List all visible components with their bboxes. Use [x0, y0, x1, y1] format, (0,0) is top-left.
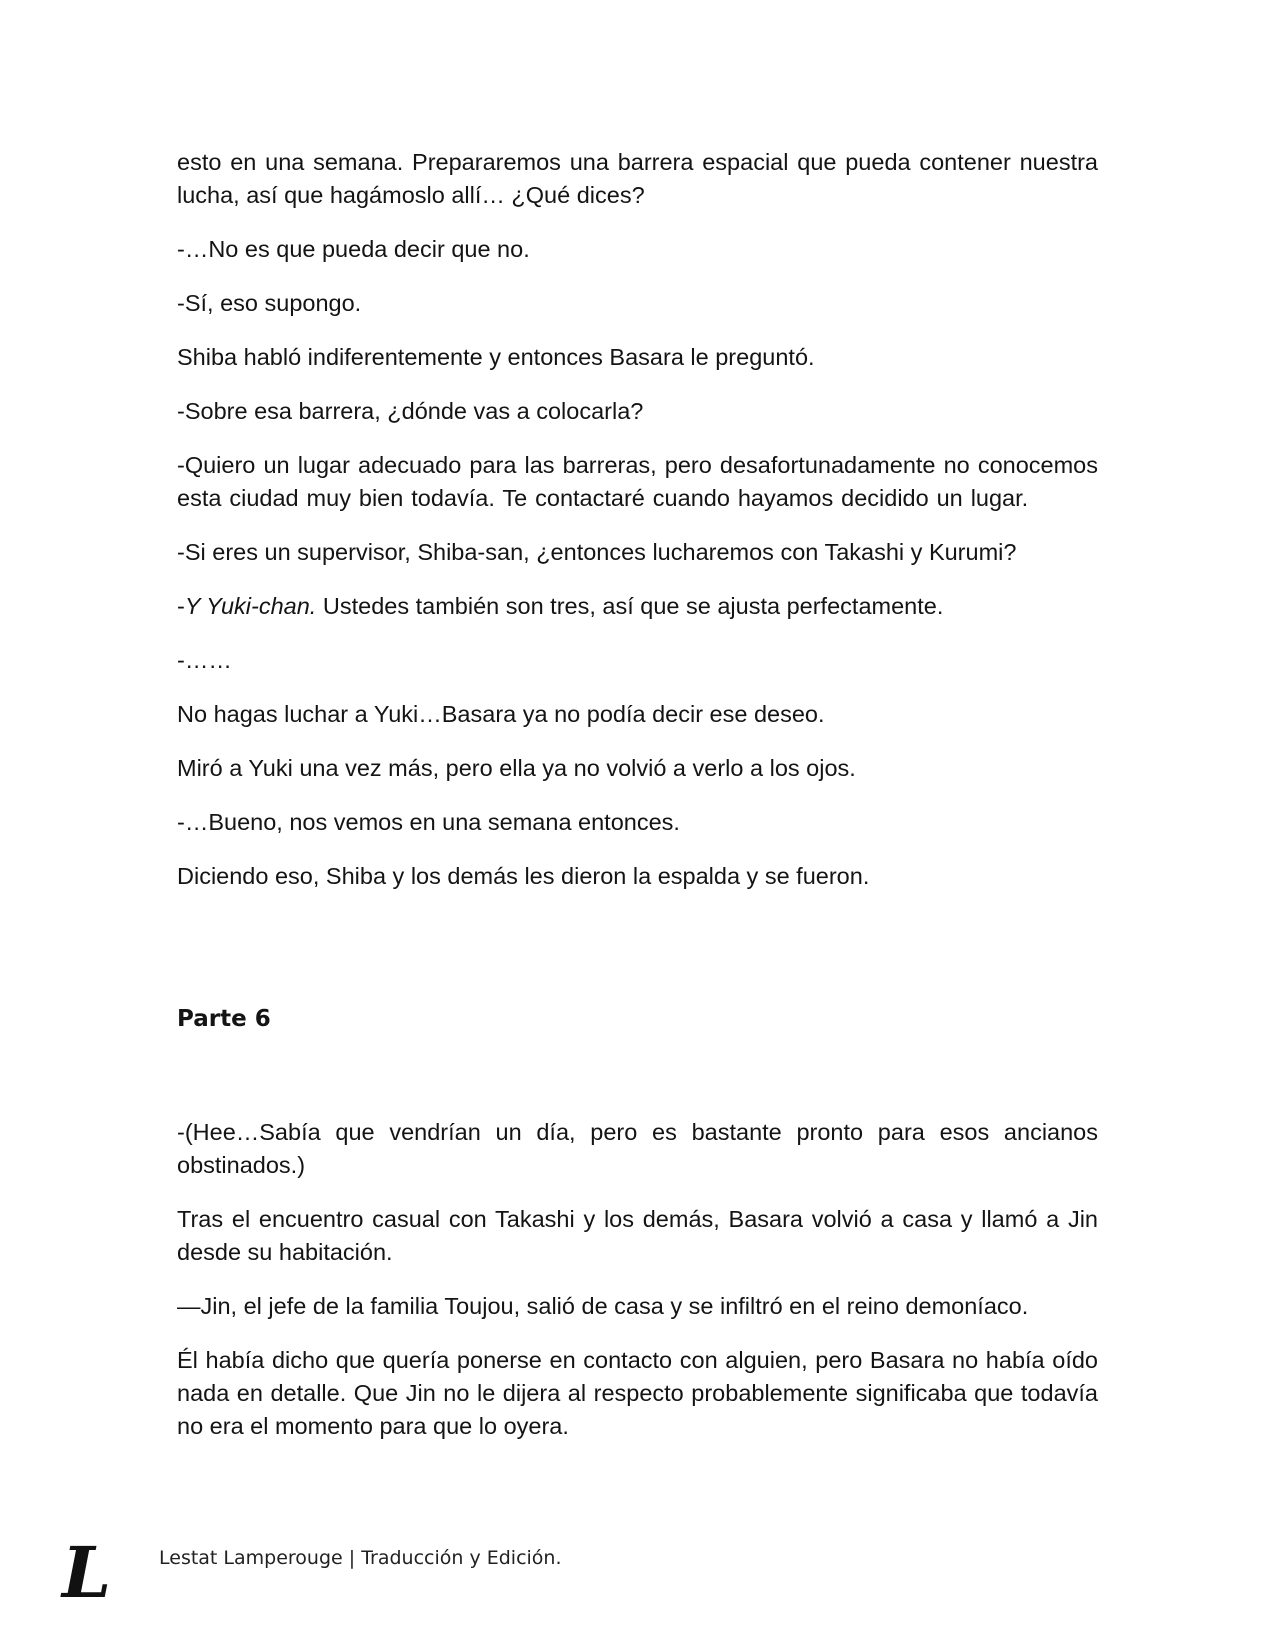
- paragraph: -Si eres un supervisor, Shiba-san, ¿entonces lucharemos con Takashi y Kurumi?: [177, 539, 1017, 565]
- paragraph: -Sobre esa barrera, ¿dónde vas a colocarla?: [177, 398, 644, 424]
- paragraph: —Jin, el jefe de la familia Toujou, salió de casa y se infiltró en el reino demoníaco.: [177, 1293, 1029, 1319]
- paragraph: -Sí, eso supongo.: [177, 290, 362, 316]
- paragraph: esto en una semana. Prepararemos una barrera espacial que pueda contener nuestra lucha, así que hagámoslo allí… ¿Qué dices?: [177, 149, 1098, 208]
- paragraph: Él había dicho que quería ponerse en contacto con alguien, pero Basara no había oído nada en detalle. Que Jin no le dijera al respecto probablemente significaba que todavía no era el momento para que lo oyera.: [177, 1347, 1098, 1439]
- paragraph: -Quiero un lugar adecuado para las barreras, pero desafortunadamente no conocemos esta ciudad muy bien todavía. Te contactaré cuando hayamos decidido un lugar.: [177, 452, 1098, 511]
- section-heading: Parte 6: [177, 1006, 271, 1032]
- gothic-l-logo-icon: L: [62, 1531, 112, 1614]
- footer-credit: Lestat Lamperouge | Traducción y Edición.: [159, 1547, 562, 1569]
- paragraph: Tras el encuentro casual con Takashi y los demás, Basara volvió a casa y llamó a Jin desde su habitación.: [177, 1206, 1098, 1265]
- page-footer: [62, 1531, 762, 1615]
- paragraph: -……: [177, 647, 232, 673]
- paragraph-yuki-line: [177, 590, 1098, 623]
- italic-text: Y Yuki-chan.: [184, 593, 317, 619]
- paragraph: -(Hee…Sabía que vendrían un día, pero es bastante pronto para esos ancianos obstinados.): [177, 1119, 1098, 1178]
- paragraph: Diciendo eso, Shiba y los demás les dieron la espalda y se fueron.: [177, 863, 870, 889]
- paragraph: No hagas luchar a Yuki…Basara ya no podía decir ese deseo.: [177, 701, 825, 727]
- dialogue-text: Ustedes también son tres, así que se ajusta perfectamente.: [316, 593, 944, 619]
- dialogue-dash: -: [177, 593, 185, 619]
- body-text-bottom: [177, 1116, 1098, 1464]
- paragraph: -…Bueno, nos vemos en una semana entonces.: [177, 809, 680, 835]
- body-text-top: [177, 146, 1098, 914]
- paragraph: Miró a Yuki una vez más, pero ella ya no volvió a verlo a los ojos.: [177, 755, 856, 781]
- paragraph: Shiba habló indiferentemente y entonces Basara le preguntó.: [177, 344, 815, 370]
- paragraph: -…No es que pueda decir que no.: [177, 236, 530, 262]
